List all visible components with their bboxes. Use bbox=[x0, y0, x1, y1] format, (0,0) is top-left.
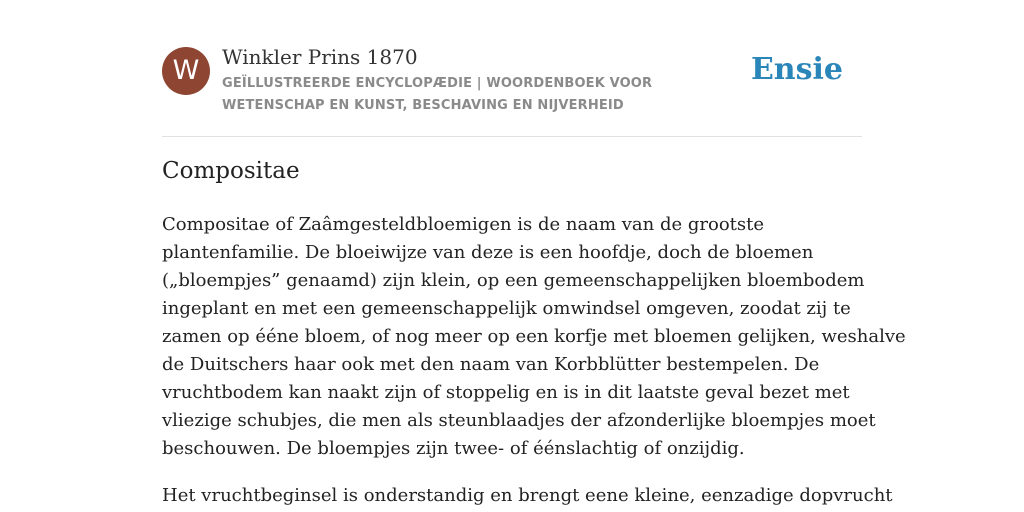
article-paragraph-2 bbox=[162, 482, 893, 510]
source-header bbox=[162, 44, 862, 137]
paragraph-line: Compositae of Zaâmgesteldbloemigen is de naam van de grootste bbox=[162, 214, 765, 235]
paragraph-line: („bloempjes” genaamd) zijn klein, op een gemeenschappelijken bloembodem bbox=[162, 270, 865, 291]
ensie-logo[interactable]: Ensie bbox=[750, 52, 843, 87]
paragraph-line: vliezige schubjes, die men als steunblaadjes der afzonderlijke bloempjes moet bbox=[162, 410, 876, 431]
article-paragraph-1 bbox=[162, 211, 906, 463]
paragraph-line: vruchtbodem kan naakt zijn of stoppelig en is in dit laatste geval bezet met bbox=[162, 382, 850, 403]
source-title[interactable]: Winkler Prins 1870 bbox=[222, 45, 418, 69]
source-avatar: W bbox=[162, 47, 210, 95]
article-title: Compositae bbox=[162, 158, 300, 184]
source-subtitle: GEÏLLUSTREERDE ENCYCLOPÆDIE | WOORDENBOEK VOOR WETENSCHAP EN KUNST, BESCHAVING EN NIJVERHEID bbox=[222, 76, 653, 113]
article-body bbox=[162, 211, 906, 512]
paragraph-line: zamen op ééne bloem, of nog meer op een korfje met bloemen gelijken, weshalve bbox=[162, 326, 906, 347]
paragraph-line: ingeplant en met een gemeenschappelijk omwindsel omgeven, zoodat zij te bbox=[162, 298, 851, 319]
paragraph-line: de Duitschers haar ook met den naam van Korbblütter bestempelen. De bbox=[162, 354, 820, 375]
paragraph-line: plantenfamilie. De bloeiwijze van deze is een hoofdje, doch de bloemen bbox=[162, 242, 814, 263]
paragraph-line: beschouwen. De bloempjes zijn twee- of éénslachtig of onzijdig. bbox=[162, 438, 745, 459]
paragraph-line: Het vruchtbeginsel is onderstandig en brengt eene kleine, eenzadige dopvrucht bbox=[162, 485, 893, 506]
